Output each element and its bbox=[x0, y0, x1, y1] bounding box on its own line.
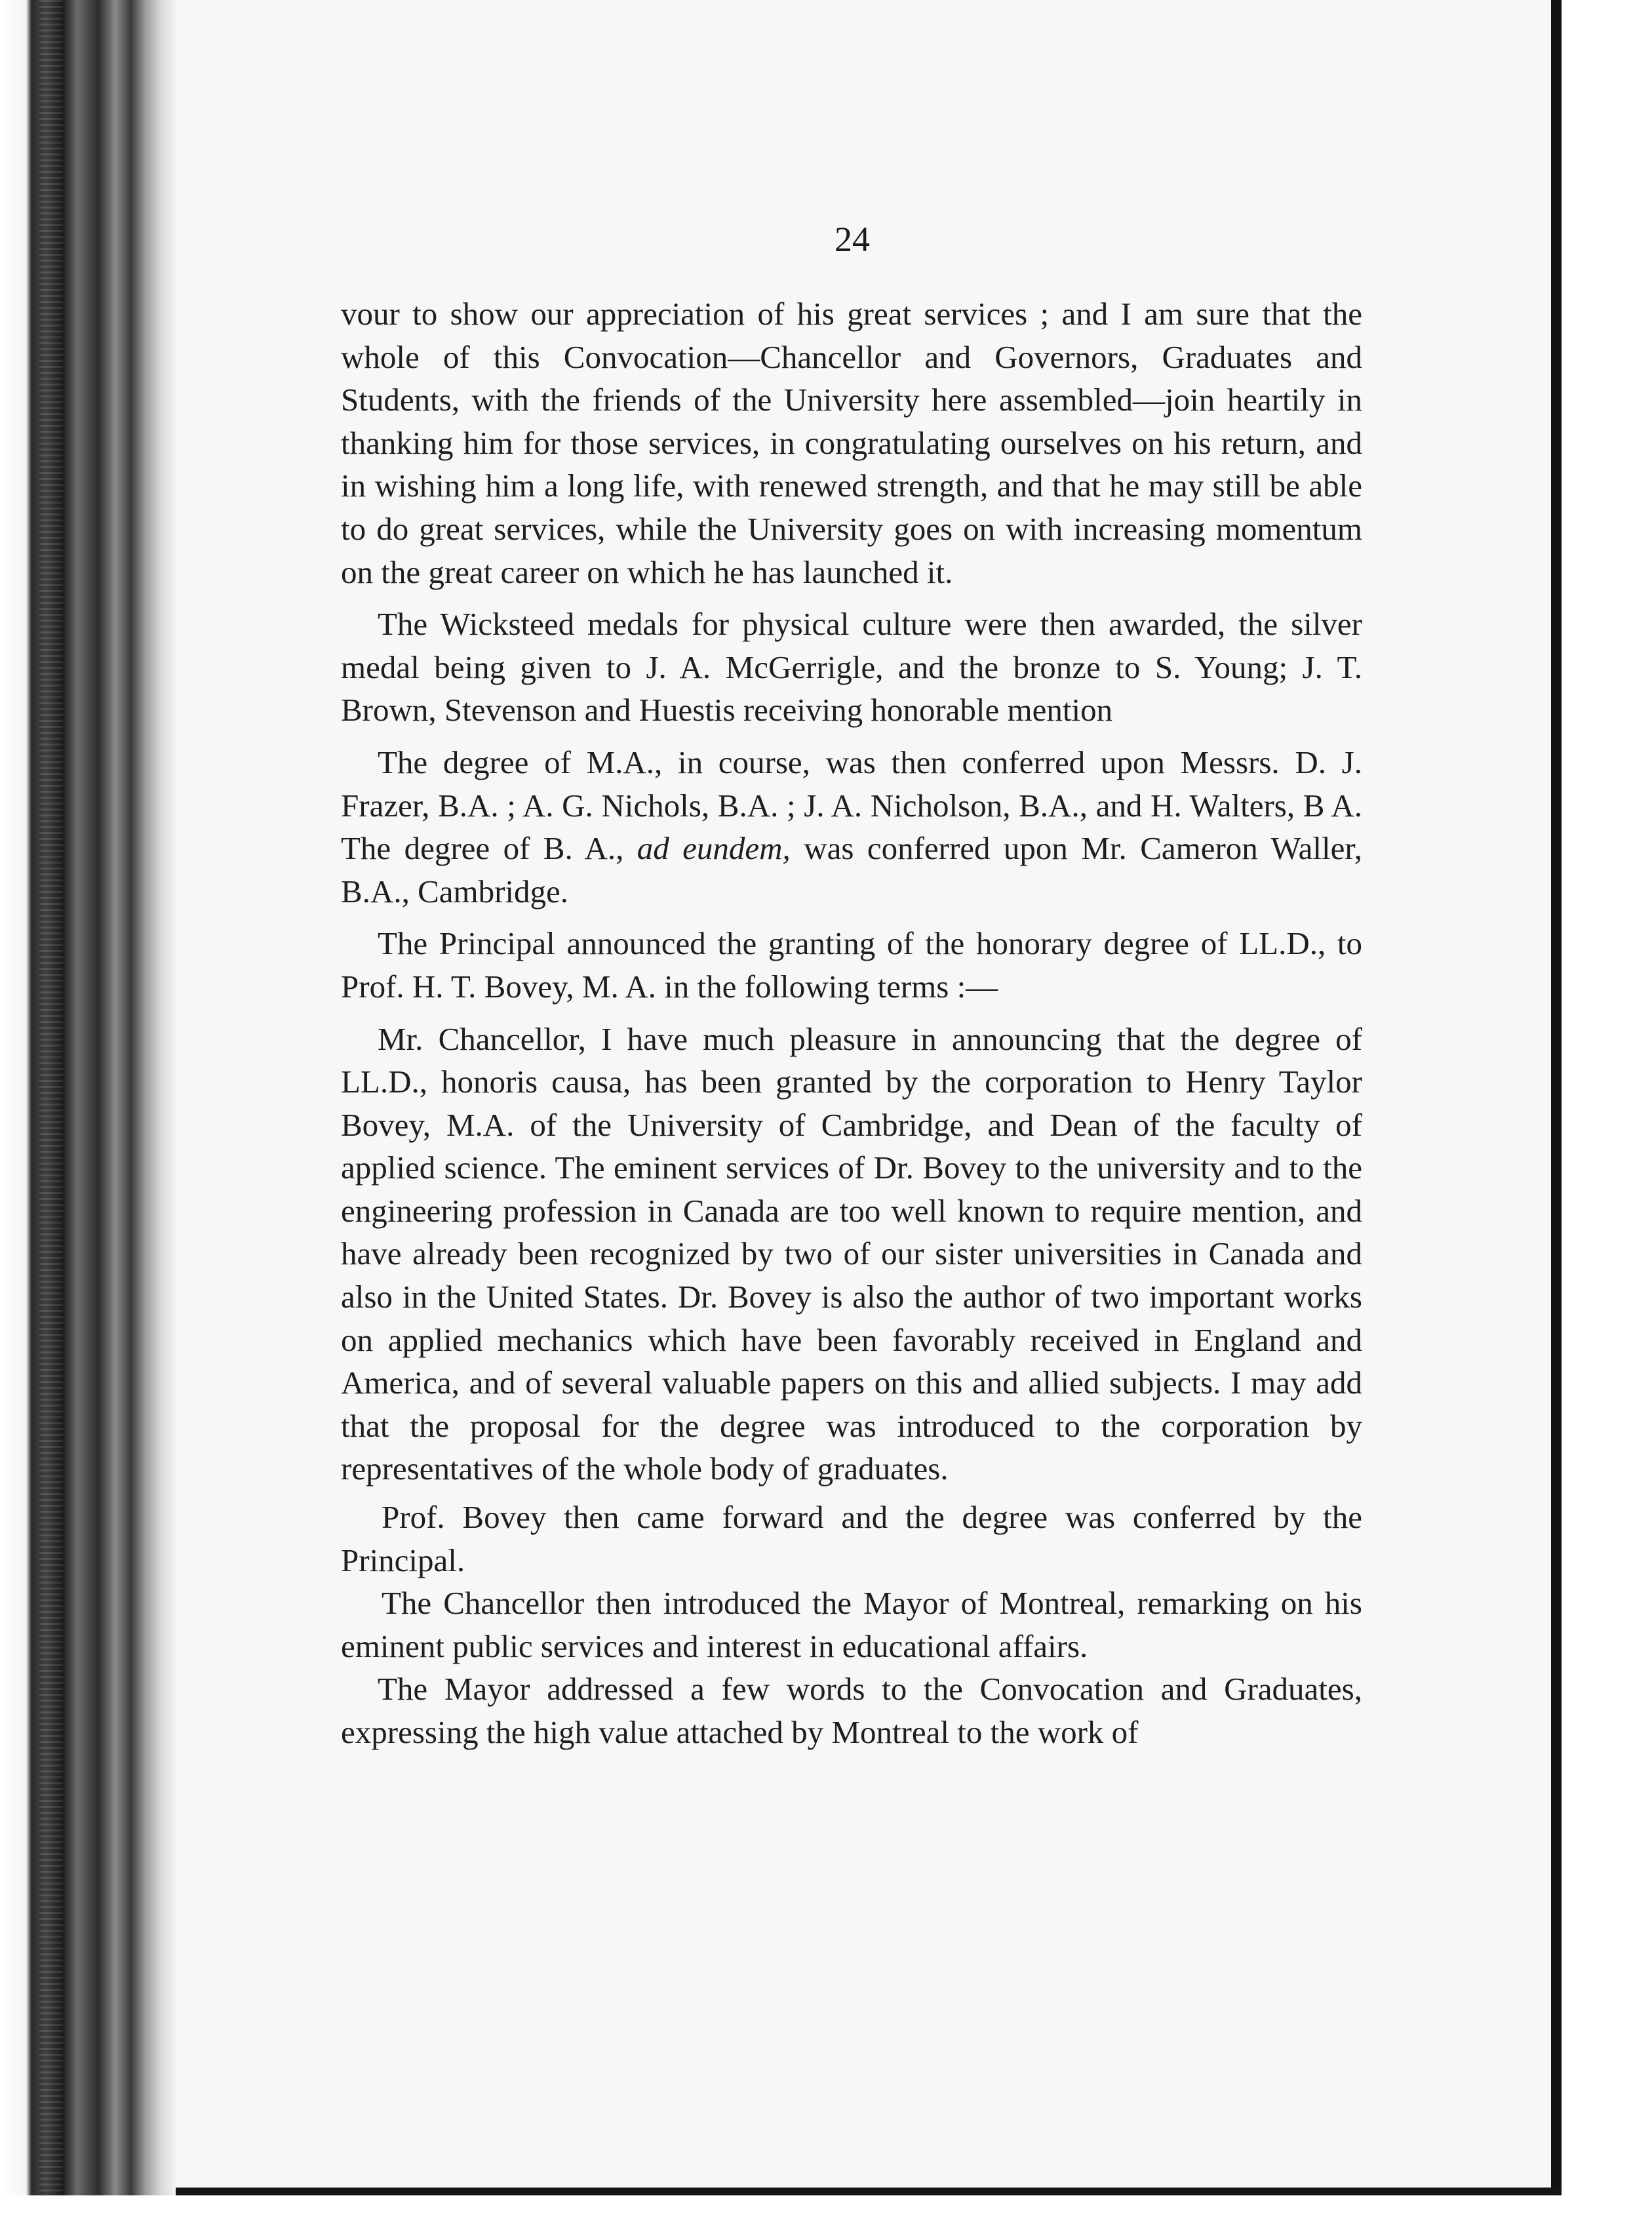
book-binding bbox=[0, 0, 176, 2219]
paragraph-3 bbox=[341, 741, 1362, 913]
binding-texture bbox=[39, 0, 63, 2219]
page-number: 24 bbox=[835, 220, 870, 259]
paragraph-6: Prof. Bovey then came forward and the degree was conferred by the Principal. bbox=[341, 1499, 1362, 1578]
paragraph-4: The Principal announced the granting of the honorary degree of LL.D., to Prof. H. T. Bovey, M. A. in the following terms :— bbox=[341, 925, 1362, 1005]
paragraph-8: The Mayor addressed a few words to the Convocation and Graduates, expressing the high value attached by Montreal to the work of bbox=[341, 1671, 1362, 1750]
paragraph-1: vour to show our appreciation of his great services ; and I am sure that the whole of this Convocation—Chancellor and Governors, Graduates and Students, with the friends of the University here assembled—join heartily in thanking him for those services, in congratulating ourselves on his return, and in wishing him a long life, with renewed strength, and that he may still be able to do great services, while the University goes on with increasing momentum on the great career on which he has launched it. bbox=[341, 296, 1362, 590]
body-text bbox=[341, 292, 1362, 1754]
page-edge-right bbox=[1551, 0, 1562, 2190]
paragraph-2: The Wicksteed medals for physical culture were then awarded, the silver medal being given to J. A. McGerrigle, and the bronze to S. Young; J. T. Brown, Stevenson and Huestis receiving honorable mention bbox=[341, 606, 1362, 729]
paragraph-3-start: The degree of M.A., in course, was then conferred upon Messrs. D. J. Frazer, B.A. ; A. G. Nichols, B.A. ; J. A. Nicholson, B.A., and H. Walters, B A. The degree of B. A., bbox=[341, 744, 1362, 867]
paragraph-3-latin-phrase: ad eundem, bbox=[637, 830, 791, 867]
right-margin bbox=[1562, 0, 1652, 2219]
paragraph-7: The Chancellor then introduced the Mayor of Montreal, remarking on his eminent public services and interest in educational affairs. bbox=[341, 1585, 1362, 1664]
bottom-margin bbox=[0, 2195, 1652, 2219]
paragraph-3-end: was conferred upon Mr. Cameron Waller, B.A., Cambridge. bbox=[341, 830, 1362, 910]
paragraph-5: Mr. Chancellor, I have much pleasure in announcing that the degree of LL.D., honoris causa, has been granted by the corporation to Henry Taylor Bovey, M.A. of the University of Cambridge, and Dean of the faculty of applied science. The eminent services of Dr. Bovey to the university and to the engineering profession in Canada are too well known to require mention, and have already been recognized by two of our sister universities in Canada and also in the United States. Dr. Bovey is also the author of two important works on applied mechanics which have been favorably received in England and America, and of several valuable papers on this and allied subjects. I may add that the proposal for the degree was introduced to the corporation by representatives of the whole body of graduates. bbox=[341, 1020, 1362, 1487]
page-edge-bottom bbox=[176, 2188, 1562, 2195]
